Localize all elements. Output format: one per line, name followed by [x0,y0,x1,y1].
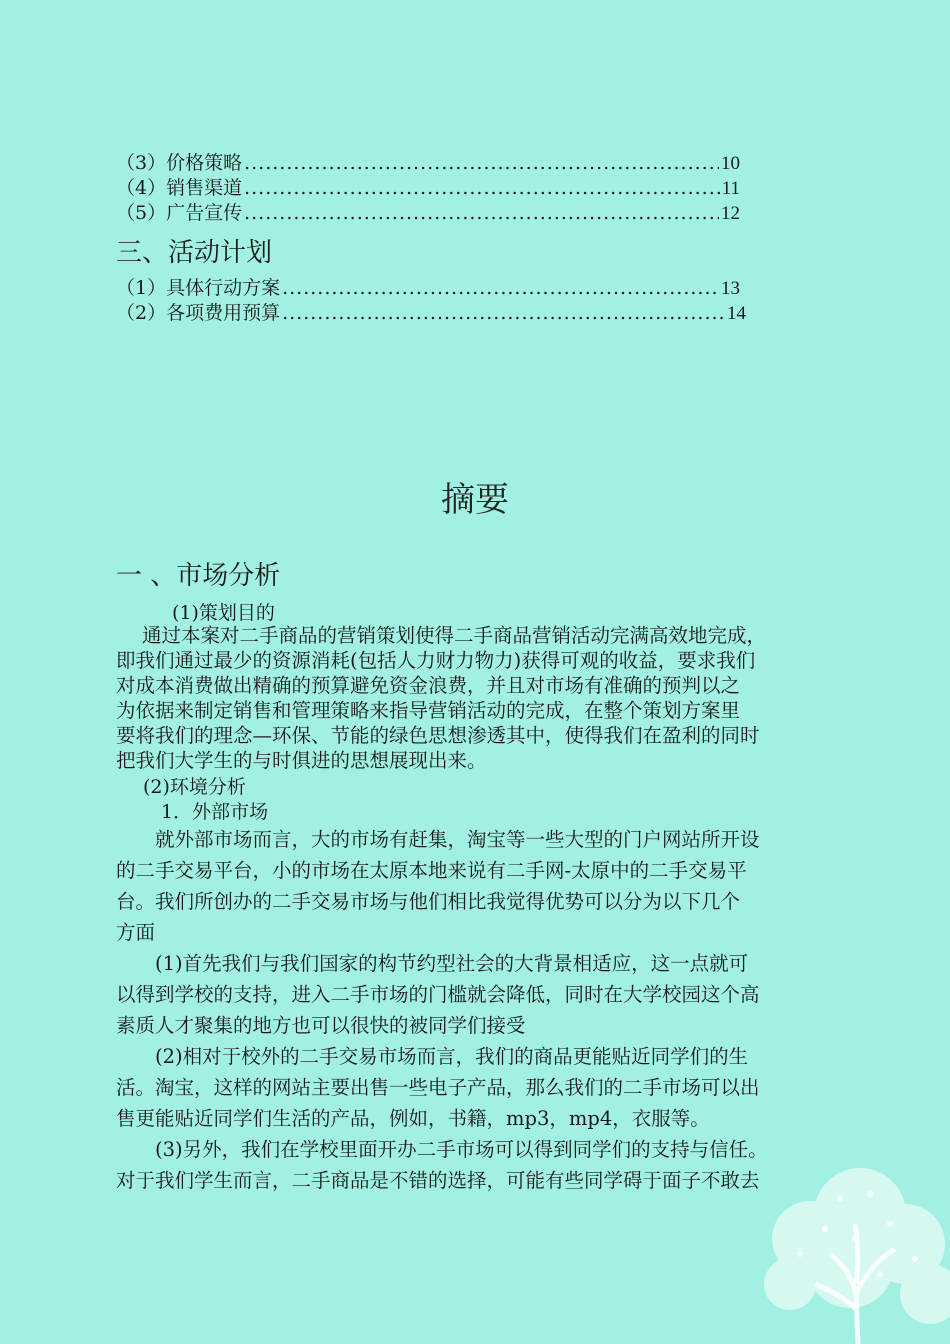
text-line: (2)相对于校外的二手交易市场而言，我们的商品更能贴近同学们的生 [116,1045,749,1068]
toc-item-page: 10 [721,153,740,174]
toc-item-label: （4）销售渠道 [116,177,243,199]
toc-item-label: （1）具体行动方案 [116,277,281,299]
page-title: 摘要 [441,480,509,520]
text-line: 即我们通过最少的资源消耗(包括人力财力物力)获得可观的收益，要求我们 [116,649,756,672]
toc-leader-dots [244,202,719,224]
toc-item-label: （2）各项费用预算 [116,302,281,324]
toc-section-heading[interactable]: 三、活动计划 [116,238,273,268]
text-line: 对于我们学生而言，二手商品是不错的选择，可能有些同学碍于面子不敢去 [116,1169,760,1192]
toc-leader-dots [244,152,719,174]
text-line: 就外部市场而言，大的市场有赶集，淘宝等一些大型的门户网站所开设 [116,828,760,851]
subheading: (2)环境分析 [143,776,246,798]
text-line: (1)首先我们与我们国家的构节约型社会的大背景相适应，这一点就可 [116,952,749,975]
toc-item[interactable] [116,273,740,297]
toc-item-page: 12 [721,203,740,224]
toc-leader-dots [282,302,725,324]
text-line: (3)另外，我们在学校里面开办二手市场可以得到同学们的支持与信任。 [116,1138,768,1161]
toc-leader-dots [282,277,719,299]
toc-item[interactable] [116,198,740,222]
section-heading: 一 、市场分析 [116,561,281,591]
toc-item-label: （3）价格策略 [116,152,243,174]
toc-item[interactable] [116,173,740,197]
text-line: 台。我们所创办的二手交易市场与他们相比我觉得优势可以分为以下几个 [116,890,741,913]
text-line: 要将我们的理念—环保、节能的绿色思想渗透其中，使得我们在盈利的同时 [116,724,760,747]
toc-item-page: 14 [727,303,746,324]
subheading: 1．外部市场 [161,801,269,823]
subheading: (1)策划目的 [172,602,275,624]
purpose-paragraph [116,623,856,773]
market-analysis-body [116,824,846,1196]
toc-item-label: （5）广告宣传 [116,202,243,224]
toc-item-page: 11 [721,178,740,199]
text-line: 把我们大学生的与时俱进的思想展现出来。 [116,749,487,772]
toc-leader-dots [244,177,720,199]
text-line: 售更能贴近同学们生活的产品，例如，书籍，mp3，mp4，衣服等。 [116,1107,710,1130]
text-line: 活。淘宝，这样的网站主要出售一些电子产品，那么我们的二手市场可以出 [116,1076,760,1099]
text-line: 素质人才聚集的地方也可以很快的被同学们接受 [116,1014,526,1037]
text-line: 的二手交易平台，小的市场在太原本地来说有二手网-太原中的二手交易平 [116,859,747,882]
text-line: 方面 [116,921,156,944]
text-line: 对成本消费做出精确的预算避免资金浪费，并且对市场有准确的预判以之 [116,674,741,697]
toc-item[interactable] [116,148,740,172]
toc-item[interactable] [116,298,746,322]
text-line: 通过本案对二手商品的营销策划使得二手商品营销活动完满高效地完成， [142,624,767,647]
text-line: 为依据来制定销售和管理策略来指导营销活动的完成，在整个策划方案里 [116,699,741,722]
decorative-tree-icon [730,1144,950,1344]
toc-item-page: 13 [721,278,740,299]
text-line: 以得到学校的支持，进入二手市场的门槛就会降低，同时在大学校园这个高 [116,983,760,1006]
